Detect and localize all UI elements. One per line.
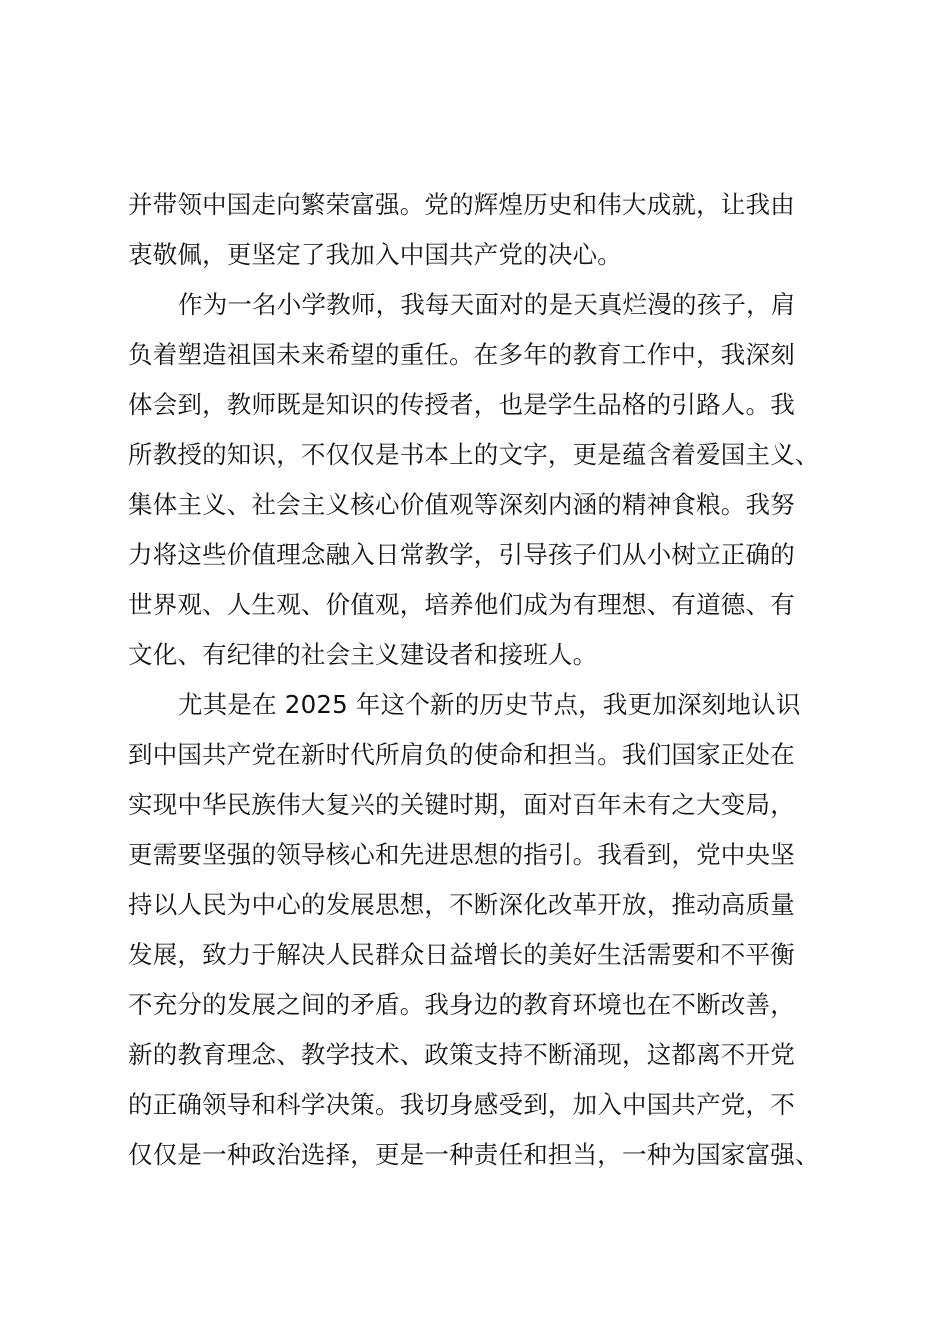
text-line: 衷敬佩，更坚定了我加入中国共产党的决心。 (128, 240, 622, 269)
text-line: 文化、有纪律的社会主义建设者和接班人。 (128, 640, 598, 669)
text-line: 实现中华民族伟大复兴的关键时期，面对百年未有之大变局， (128, 790, 795, 819)
text-line: 世界观、人生观、价值观，培养他们成为有理想、有道德、有 (128, 590, 795, 619)
text-line: 发展，致力于解决人民群众日益增长的美好生活需要和不平衡 (128, 940, 795, 969)
text-line: 集体主义、社会主义核心价值观等深刻内涵的精神食粮。我努 (128, 490, 795, 519)
text-line: 力将这些价值理念融入日常教学，引导孩子们从小树立正确的 (128, 540, 795, 569)
text-line: 并带领中国走向繁荣富强。党的辉煌历史和伟大成就，让我由 (128, 190, 795, 219)
text-line: 不充分的发展之间的矛盾。我身边的教育环境也在不断改善， (128, 990, 795, 1019)
text-line: 仅仅是一种政治选择，更是一种责任和担当，一种为国家富强、 (128, 1140, 820, 1169)
text-line: 到中国共产党在新时代所肩负的使命和担当。我们国家正处在 (128, 740, 795, 769)
text-line: 负着塑造祖国未来希望的重任。在多年的教育工作中，我深刻 (128, 340, 795, 369)
text-line: 体会到，教师既是知识的传授者，也是学生品格的引路人。我 (128, 390, 795, 419)
body-text (128, 180, 848, 1180)
paragraph-first-line: 尤其是在 2025 年这个新的历史节点，我更加深刻地认识 (178, 690, 801, 719)
text-line: 新的教育理念、教学技术、政策支持不断涌现，这都离不开党 (128, 1040, 795, 1069)
text-line: 所教授的知识，不仅仅是书本上的文字，更是蕴含着爱国主义、 (128, 440, 820, 469)
text-line: 持以人民为中心的发展思想，不断深化改革开放，推动高质量 (128, 890, 795, 919)
paragraph-first-line: 作为一名小学教师，我每天面对的是天真烂漫的孩子，肩 (178, 290, 796, 319)
text-line: 的正确领导和科学决策。我切身感受到，加入中国共产党，不 (128, 1090, 795, 1119)
text-line: 更需要坚强的领导核心和先进思想的指引。我看到，党中央坚 (128, 840, 795, 869)
